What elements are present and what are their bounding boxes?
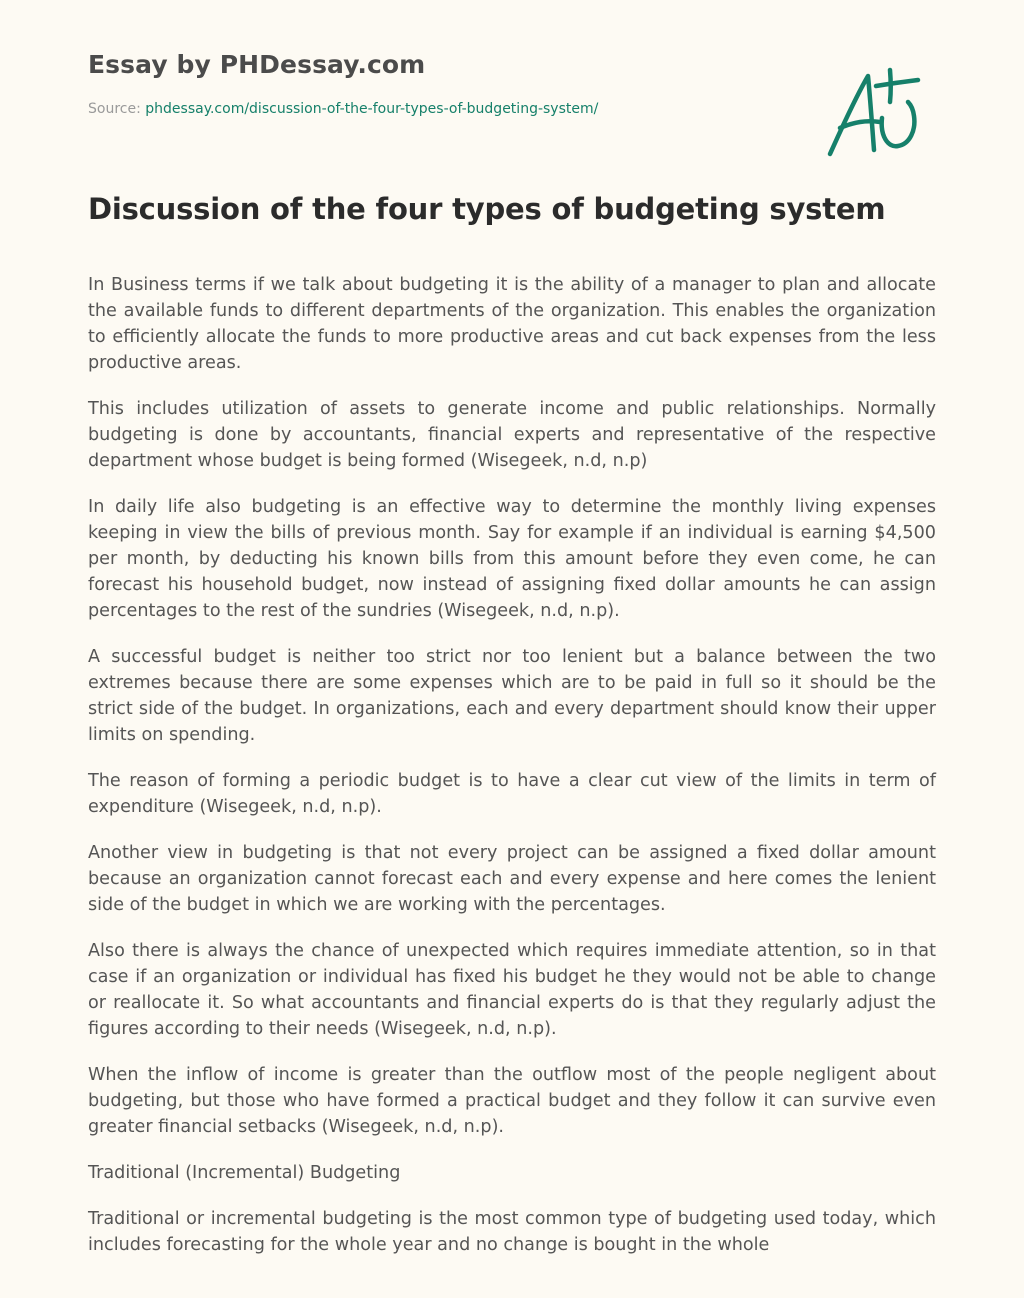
paragraph: The reason of forming a periodic budget is to have a clear cut view of the limits in term of expenditure (Wisegeek, n.d, n.p). xyxy=(88,771,936,817)
a-plus-logo-icon xyxy=(820,62,932,162)
paragraph: This includes utilization of assets to generate income and public relationships. Normally budgeting is done by accountants, financial experts and representative of the respective department whose budget is being formed (Wisegeek, n.d, n.p) xyxy=(88,399,936,471)
paragraph: Also there is always the chance of unexpected which requires immediate attention, so in that case if an organization or individual has fixed his budget he they would not be able to change or reallocate it. So what accountants and financial experts do is that they regularly adjust the figures according to their needs (Wisegeek, n.d, n.p). xyxy=(88,941,936,1039)
paragraph: In daily life also budgeting is an effective way to determine the monthly living expenses keeping in view the bills of previous month. Say for example if an individual is earning $4,500 per month, by deducting his known bills from this amount before they even come, he can forecast his household budget, now instead of assigning fixed dollar amounts he can assign percentages to the rest of the sundries (Wisegeek, n.d, n.p). xyxy=(88,497,936,621)
site-title: Essay by PHDessay.com xyxy=(88,50,426,79)
essay-body xyxy=(88,272,936,1278)
paragraph: When the inflow of income is greater than the outflow most of the people negligent about budgeting, but those who have formed a practical budget and they follow it can survive even greater financial setbacks (Wisegeek, n.d, n.p). xyxy=(88,1065,936,1137)
paragraph: Traditional or incremental budgeting is the most common type of budgeting used today, which includes forecasting for the whole year and no change is bought in the whole xyxy=(88,1209,936,1255)
source-link[interactable]: phdessay.com/discussion-of-the-four-types-of-budgeting-system/ xyxy=(145,101,599,117)
source-line xyxy=(88,101,598,117)
section-heading: Traditional (Incremental) Budgeting xyxy=(88,1163,401,1183)
essay-title: Discussion of the four types of budgeting system xyxy=(88,192,886,226)
paragraph: A successful budget is neither too strict nor too lenient but a balance between the two extremes because there are some expenses which are to be paid in full so it should be the strict side of the budget. In organizations, each and every department should know their upper limits on spending. xyxy=(88,647,936,745)
paragraph: In Business terms if we talk about budgeting it is the ability of a manager to plan and allocate the available funds to different departments of the organization. This enables the organization to efficiently allocate the funds to more productive areas and cut back expenses from the less productive areas. xyxy=(88,275,936,373)
source-label: Source: xyxy=(88,101,141,117)
paragraph: Another view in budgeting is that not every project can be assigned a fixed dollar amount because an organization cannot forecast each and every expense and here comes the lenient side of the budget in which we are working with the percentages. xyxy=(88,843,936,915)
